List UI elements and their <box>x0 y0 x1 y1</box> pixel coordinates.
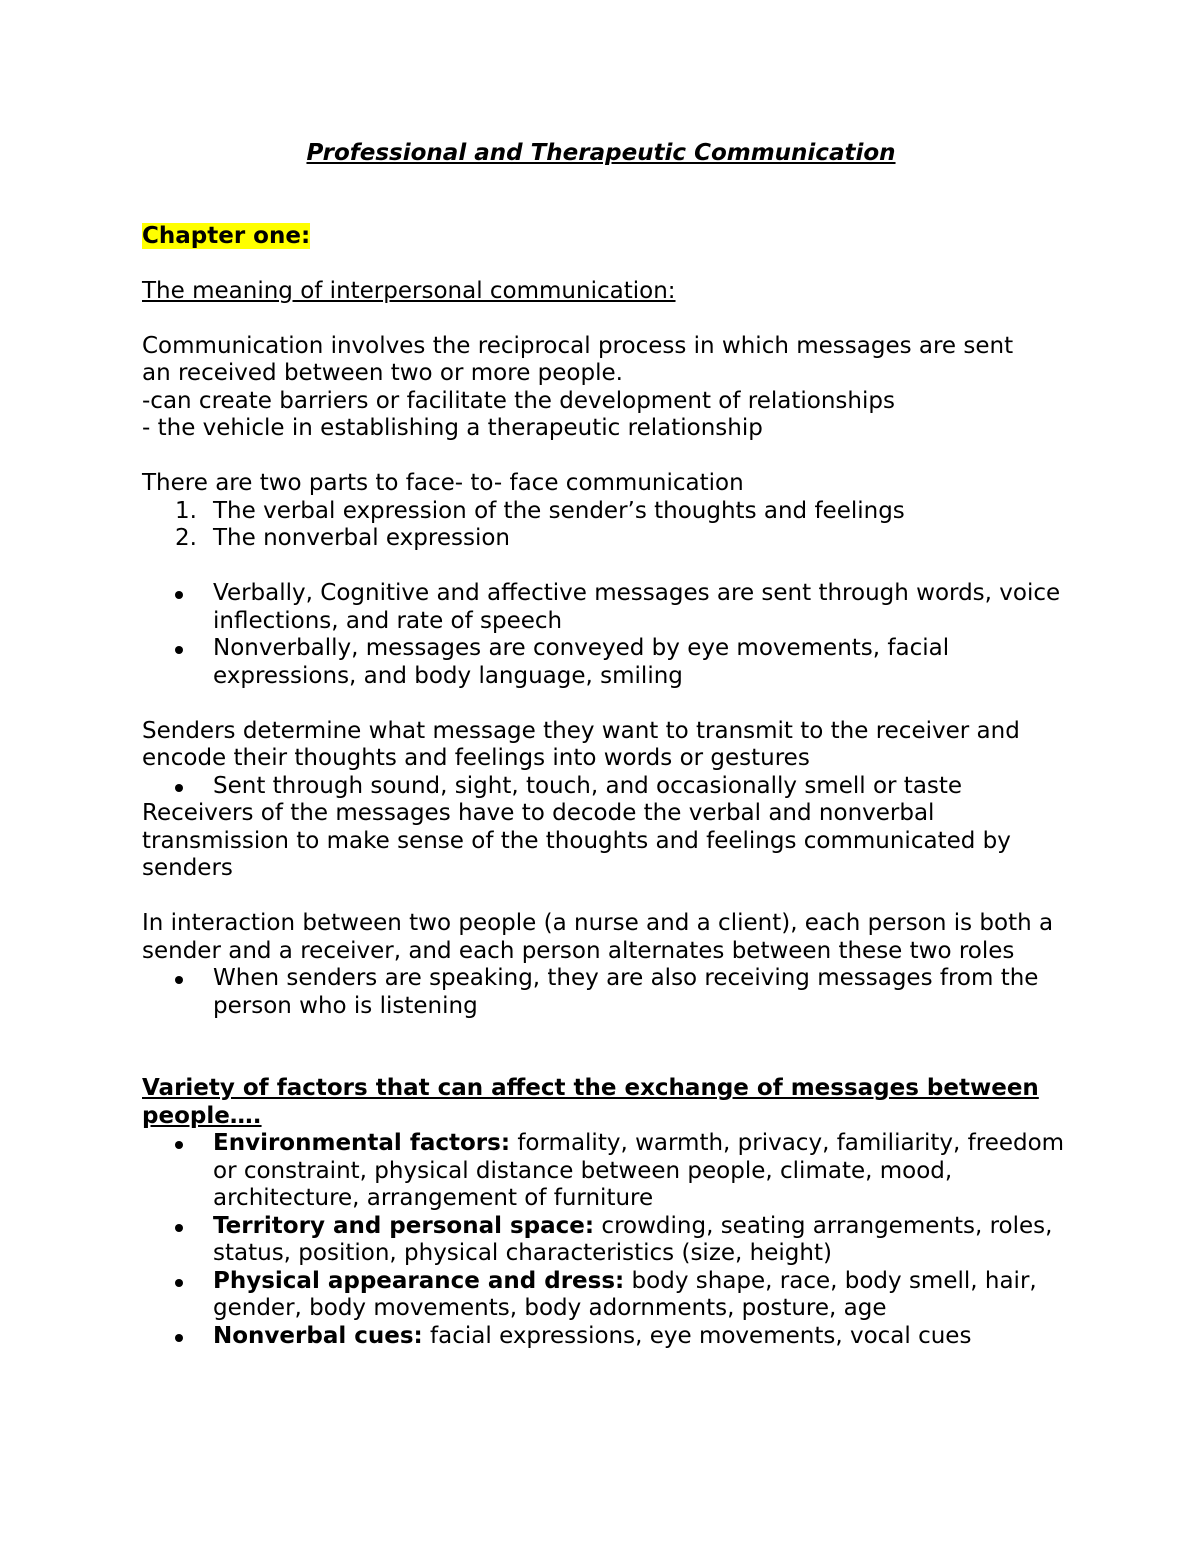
bullet-icon <box>175 1224 183 1232</box>
bullet-icon <box>175 591 183 599</box>
list-item <box>142 965 1072 1020</box>
list-item-text: Nonverbally, messages are conveyed by eye movements, facial expressions, and body language, smiling <box>213 635 950 689</box>
factor-text: crowding, seating arrangements, roles, status, position, physical characteristics (size, height) <box>213 1212 1053 1266</box>
list-number: 1. <box>175 497 197 524</box>
list-item-text: Verbally, Cognitive and affective messages are sent through words, voice inflections, and rate of speech <box>213 580 1061 634</box>
bullet-icon <box>175 1334 183 1342</box>
two-parts-lead: There are two parts to face- to- face communication <box>142 470 744 496</box>
factors-list <box>142 1130 1072 1350</box>
factor-text: body shape, race, body smell, hair, gender, body movements, body adornments, posture, age <box>213 1267 1037 1321</box>
interaction-bullets <box>142 965 1072 1020</box>
list-item <box>142 635 1072 690</box>
list-item <box>142 1268 1072 1323</box>
document-title: Professional and Therapeutic Communication <box>306 140 896 166</box>
factor-label: Physical appearance and dress: <box>213 1267 625 1294</box>
intro-line-4: - the vehicle in establishing a therapeutic relationship <box>142 415 763 441</box>
chapter-label: Chapter one: <box>142 222 311 249</box>
intro-line-3: -can create barriers or facilitate the development of relationships <box>142 387 895 414</box>
two-parts-list <box>142 498 1072 553</box>
receivers-paragraph: Receivers of the messages have to decode the verbal and nonverbal transmission to make sense of the thoughts and feelings communicated by senders <box>142 800 1011 881</box>
document-page <box>142 140 1072 1350</box>
intro-line-1: Communication involves the reciprocal process in which messages are sent <box>142 332 1014 359</box>
list-item-text: When senders are speaking, they are also receiving messages from the person who is listening <box>213 965 1039 1019</box>
factor-text: formality, warmth, privacy, familiarity, freedom or constraint, physical distance between people, climate, mood, architecture, arrangement of furniture <box>213 1130 1065 1211</box>
senders-paragraph: Senders determine what message they want to transmit to the receiver and encode their thoughts and feelings into words or gestures <box>142 717 1020 771</box>
factor-text: facial expressions, eye movements, vocal cues <box>422 1322 972 1349</box>
list-item <box>142 498 1072 526</box>
bullet-icon <box>175 976 183 984</box>
bullet-icon <box>175 646 183 654</box>
list-item-text: Sent through sound, sight, touch, and occasionally smell or taste <box>213 772 963 799</box>
expression-bullets <box>142 580 1072 690</box>
interaction-paragraph: In interaction between two people (a nurse and a client), each person is both a sender and a receiver, and each person alternates between these two roles <box>142 910 1054 964</box>
bullet-icon <box>175 1279 183 1287</box>
list-item <box>142 525 1072 553</box>
list-item-text: The verbal expression of the sender’s thoughts and feelings <box>213 497 905 524</box>
chapter-heading <box>142 223 1072 251</box>
list-item <box>142 773 1072 801</box>
section-subheading: The meaning of interpersonal communication: <box>142 277 676 304</box>
list-item-text: The nonverbal expression <box>213 525 510 551</box>
list-number: 2. <box>175 525 197 551</box>
factors-heading: Variety of factors that can affect the exchange of messages between people…. <box>142 1075 1039 1129</box>
factor-label: Environmental factors: <box>213 1130 511 1156</box>
list-item <box>142 1323 1072 1351</box>
senders-bullets <box>142 773 1072 801</box>
bullet-icon <box>175 1141 183 1149</box>
bullet-icon <box>175 784 183 792</box>
factor-label: Nonverbal cues: <box>213 1322 423 1349</box>
list-item <box>142 1130 1072 1213</box>
list-item <box>142 1213 1072 1268</box>
intro-line-2: an received between two or more people. <box>142 360 623 386</box>
list-item <box>142 580 1072 635</box>
factor-label: Territory and personal space: <box>213 1212 595 1239</box>
